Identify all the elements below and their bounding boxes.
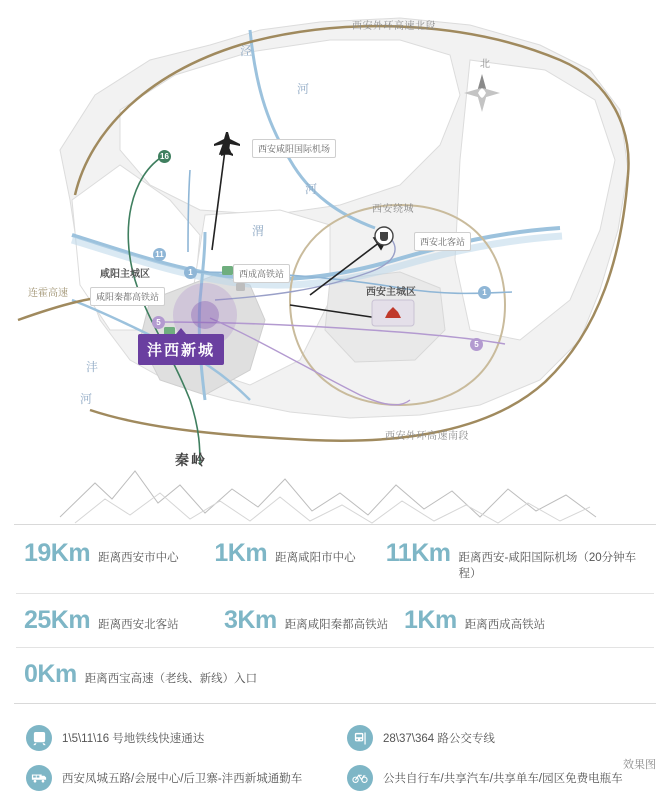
compass	[462, 55, 508, 117]
poi-airport: 西安咸阳国际机场	[252, 139, 336, 158]
transport-row-2	[14, 758, 656, 798]
distance-label: 距离西安北客站	[98, 619, 179, 631]
info-panel	[14, 524, 656, 798]
transport-item-bicycle	[335, 758, 656, 798]
bicycle-icon	[347, 765, 373, 791]
metro-marker-1-west: 1	[184, 266, 197, 279]
label-xian-main: 西安主城区	[366, 287, 416, 298]
distance-item	[24, 606, 224, 635]
transport-item-bus-stop	[335, 718, 656, 758]
label-feng-river-char2: 河	[80, 392, 93, 406]
distance-item	[404, 606, 545, 635]
distance-value: 19Km	[24, 539, 91, 567]
distance-value: 1Km	[214, 539, 268, 567]
label-xianyang-main: 咸阳主城区	[100, 269, 150, 280]
label-wei-river-char2: 河	[305, 182, 318, 196]
metro-marker-5-west: 5	[152, 316, 165, 329]
transport-label: 西安凤城五路/会展中心/后卫寨-沣西新城通勤车	[62, 773, 303, 785]
shuttle-bus-icon	[26, 765, 52, 791]
distance-label: 距离西安-咸阳国际机场（20分钟车程）	[458, 552, 637, 580]
compass-north-label: 北	[480, 59, 490, 70]
distance-value: 3Km	[224, 606, 277, 634]
distance-row-1	[14, 539, 656, 593]
label-jing-river-2: 河	[297, 82, 310, 96]
station-marker-xicheng	[222, 266, 233, 275]
distance-value: 25Km	[24, 606, 91, 634]
metro-marker-5-east: 5	[470, 338, 483, 351]
transport-label: 1\5\11\16 号地铁线快速通达	[62, 733, 205, 745]
distance-label: 距离西宝高速（老线、新线）入口	[84, 673, 258, 685]
label-qinling: 秦岭	[175, 452, 207, 468]
distance-label: 距离西安市中心	[98, 552, 179, 564]
divider	[16, 593, 654, 594]
distance-value: 1Km	[404, 606, 457, 634]
fengxi-new-city-badge: 沣西新城	[138, 334, 224, 365]
distance-label: 距离咸阳秦都高铁站	[284, 619, 389, 631]
transport-row-1	[14, 718, 656, 758]
metro-marker-11: 11	[153, 248, 166, 261]
distance-item	[386, 539, 646, 581]
distance-value: 0Km	[24, 660, 77, 688]
distance-item	[224, 606, 404, 635]
distance-row-2	[14, 606, 656, 647]
distance-label: 距离咸阳市中心	[275, 552, 356, 564]
poi-xicheng-rail: 西成高铁站	[233, 264, 290, 283]
footer-note: 效果图	[623, 759, 656, 771]
label-north-ring: 西安外环高速北段	[352, 21, 436, 32]
transport-item-shuttle	[14, 758, 335, 798]
label-jing-river: 泾	[240, 44, 253, 58]
poi-north-station: 西安北客站	[414, 232, 471, 251]
metro-marker-16: 16	[158, 150, 171, 163]
divider	[16, 647, 654, 648]
transport-label: 公共自行车/共享汽车/共享单车/园区免费电瓶车	[383, 773, 623, 785]
distance-label: 距离西成高铁站	[464, 619, 546, 631]
distance-value: 11Km	[385, 539, 451, 567]
distance-item	[24, 660, 257, 689]
compass-icon	[462, 72, 502, 114]
transport-panel	[14, 703, 656, 798]
transport-label: 28\37\364 路公交专线	[383, 733, 495, 745]
metro-marker-1-east: 1	[478, 286, 491, 299]
label-wei-river-char: 渭	[252, 224, 265, 238]
fengxi-highlight-core	[191, 301, 219, 329]
station-marker-mid	[236, 283, 245, 291]
qinling-mountains	[0, 455, 670, 525]
label-feng-river-char: 沣	[86, 360, 99, 374]
label-lianhuo: 连霍高速	[28, 288, 68, 299]
distance-item	[24, 539, 214, 568]
bus-stop-icon	[347, 725, 373, 751]
distance-item	[214, 539, 385, 568]
distance-row-3	[14, 660, 656, 701]
transport-item-metro	[14, 718, 335, 758]
train-icon	[380, 232, 388, 241]
poi-qindu-rail: 咸阳秦都高铁站	[90, 287, 165, 306]
metro-icon	[26, 725, 52, 751]
label-south-ring: 西安外环高速南段	[385, 431, 469, 442]
label-xian-ring-road: 西安绕城	[372, 204, 414, 215]
